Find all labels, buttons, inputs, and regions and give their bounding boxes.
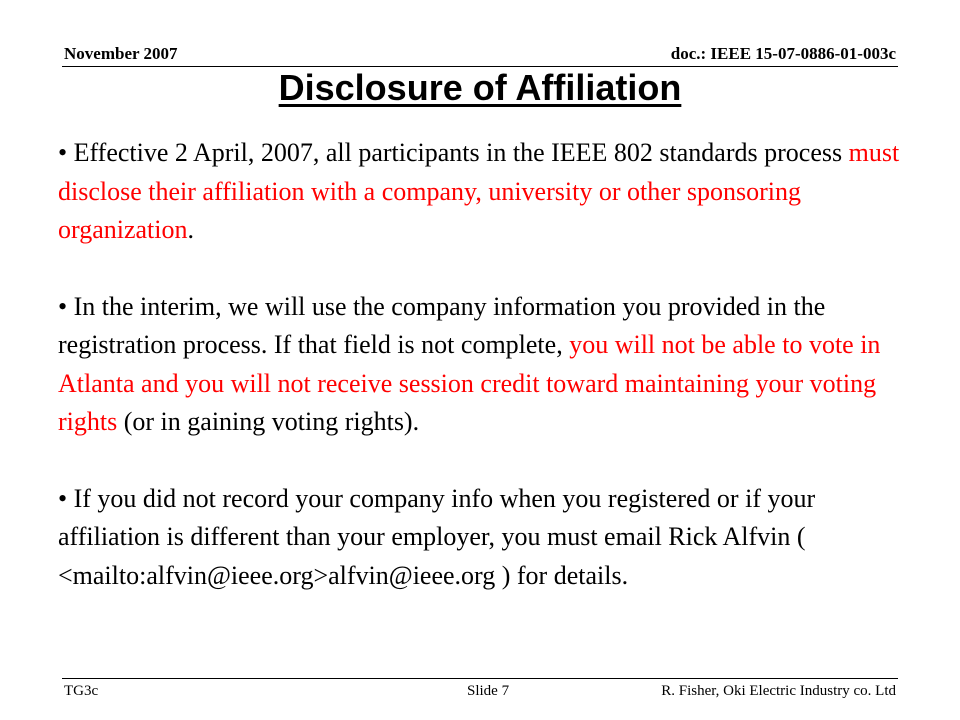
paragraph-2-tail: (or in gaining voting rights). bbox=[117, 407, 420, 436]
bullet-marker: • bbox=[58, 483, 68, 513]
slide-title-text: Disclosure of Affiliation bbox=[278, 67, 682, 108]
slide-title bbox=[0, 66, 960, 110]
paragraph-2-lead: In the interim, we will use the company information you provided in the registration process. If that field is not complete, bbox=[58, 291, 826, 359]
footer-group: TG3c bbox=[64, 683, 99, 699]
header-date: November 2007 bbox=[64, 44, 178, 63]
header-doc-id: doc.: IEEE 15-07-0886-01-003c bbox=[670, 44, 896, 63]
bullet-paragraph-3 bbox=[58, 480, 920, 596]
bullet-paragraph-2 bbox=[58, 288, 920, 442]
bullet-marker: • bbox=[58, 138, 68, 167]
bullet-marker: • bbox=[58, 291, 68, 321]
paragraph-3-text: If you did not record your company info when you registered or if your affiliation is different than your employer, you must email Rick Alfvin ( <mailto:alfvin@ieee.org>alfvin@ieee.org ) for details. bbox=[58, 483, 816, 590]
footer-author: R. Fisher, Oki Electric Industry co. Ltd bbox=[661, 683, 896, 699]
footer-slide-number: Slide 7 bbox=[467, 683, 510, 699]
paragraph-1-lead: Effective 2 April, 2007, all participants in the IEEE 802 standards process bbox=[67, 138, 849, 167]
slide-body bbox=[58, 134, 920, 633]
paragraph-1-tail: . bbox=[187, 215, 194, 244]
paragraph-1-highlight: must disclose their affiliation with a company, university or other sponsoring organization bbox=[58, 138, 900, 244]
footer-rule bbox=[62, 678, 898, 679]
paragraph-2-highlight: you will not be able to vote in Atlanta and you will not receive session credit toward maintaining your voting rights bbox=[58, 330, 881, 436]
bullet-paragraph-1 bbox=[58, 134, 920, 250]
